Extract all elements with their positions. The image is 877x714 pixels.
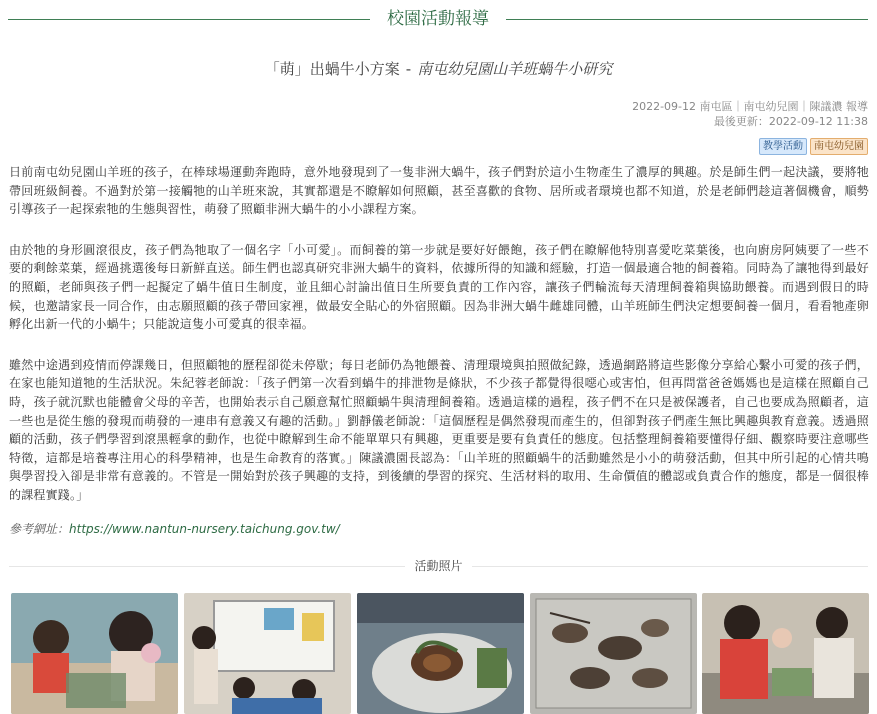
photo-snail-closeup-image — [357, 593, 524, 714]
photo-children-snail-box-image — [11, 593, 178, 714]
photo-children-snail-box[interactable] — [11, 593, 178, 714]
photos-rule-right — [472, 566, 868, 567]
article-title — [0, 58, 877, 80]
photo-gallery — [11, 593, 869, 714]
article-byline: 2022-09-12 南屯區｜南屯幼兒園｜陳議濃 報導 — [632, 100, 868, 113]
photo-children-observing-image — [702, 593, 869, 714]
article-title-main: 「萌」出蝸牛小方案 — [264, 60, 400, 78]
article-paragraph-1: 日前南屯幼兒園山羊班的孩子，在棒球場運動奔跑時，意外地發現到了一隻非洲大蝸牛，孩子們對於這小生物產生了濃厚的興趣。於是師生們一起決議，要將牠帶回班級飼養。不過對於第一接觸牠的山羊班來說，其實都還是不瞭解如何照顧，甚至喜歡的食物、居所或者環境也都不知道，於是老師們趁這著個機會，順勢引導孩子一起探索牠的生態與習性，萌發了照顧非洲大蝸牛的小小課程方案。 — [9, 165, 869, 217]
article-subtitle: 南屯幼兒園山羊班蝸牛小研究 — [417, 60, 613, 78]
reference-label: 參考網址： — [9, 522, 70, 536]
reference-link[interactable]: https://www.nantun-nursery.taichung.gov.tw/ — [69, 522, 340, 536]
photos-section-title: 活動照片 — [414, 559, 463, 573]
article-tags — [756, 134, 868, 155]
photo-snail-closeup[interactable] — [357, 593, 524, 714]
article-updated: 最後更新：2022-09-12 11:38 — [713, 115, 868, 128]
photo-children-observing[interactable] — [702, 593, 869, 714]
section-header-rule-left — [8, 19, 370, 20]
section-header-rule-right — [506, 19, 868, 20]
section-header — [0, 6, 877, 32]
article-meta — [632, 99, 868, 129]
photos-rule-left — [9, 566, 405, 567]
photo-whiteboard-lesson-image — [184, 593, 351, 714]
reference — [9, 520, 340, 537]
tag-teaching-activity[interactable]: 教學活動 — [759, 138, 807, 155]
photo-snail-habitat-tray-image — [530, 593, 697, 714]
article-paragraph-2: 由於牠的身形圓滾很皮，孩子們為牠取了一個名字「小可愛」。而飼養的第一步就是要好好餵飽，孩子們在瞭解他特別喜愛吃菜葉後，也向廚房阿姨要了一些不要的剩餘菜葉，經過挑選後每日新鮮直送。師生們也認真研究非洲大蝸牛的資料，依據所得的知識和經驗，打造一個最適合牠的飼養箱。同時為了讓牠得到最好的照顧，老師與孩子們一起擬定了蝸牛值日生制度，並且細心討論出值日生所要負責的工作內容，讓孩子們輪流每天清理飼養箱與協助餵養。而遇到假日的時候，也邀請家長一同合作，由志願照顧的孩子帶回家裡，做最安全貼心的外宿照顧。因為非洲大蝸牛雌雄同體，山羊班師生們決定想要飼養一個月，看看牠產卵孵化出新一代的小蝸牛；只能說這隻小可愛真的很幸福。 — [9, 242, 869, 332]
article-title-separator: - — [405, 60, 412, 78]
article-body — [9, 163, 869, 527]
tag-nantun-kindergarten[interactable]: 南屯幼兒園 — [810, 138, 868, 155]
article-paragraph-3: 雖然中途遇到疫情而停課幾日，但照顧牠的歷程卻從未停歇；每日老師仍為牠餵養、清理環境與拍照做紀錄，透過網路將這些影像分享給心繫小可愛的孩子們，在家也能知道牠的生活狀況。朱紀蓉老師說：「孩子們第一次看到蝸牛的排泄物是條狀，不少孩子都覺得很噁心或害怕，但再問當爸爸媽媽也是這樣在照顧自己時，孩子就沉默也能體會父母的辛苦，也開始表示自己願意幫忙照顧蝸牛與清理飼養箱。透過這樣的過程，孩子們不在只是被保護者，自己也要成為照顧者，這一些也是從生態的發現而萌發的一連串有意義又有趣的活動。」劉靜儀老師說：「這個歷程是偶然發現而產生的，但卻對孩子們產生無比興趣與教育意義。透過照顧的活動，孩子們學習到滾黑輕拿的動作，也從中瞭解到生命不能單單只有興趣，更重要是要有負責任的態度。包括整理飼養箱要懂得仔細、觀察時要注意哪些特徵，這都是培養專注用心的科學精神，也是生命教育的落實。」陳議濃園長認為：「山羊班的照顧蝸牛的活動雖然是小小的萌發活動，但其中所引起的心情共鳴與學習投入卻是非常有意義的。不管是一開始對於孩子興趣的支持，到後續的學習的探究、生活材料的取用、生命價值的體認或負責合作的態度，都是一個很棒的課程實踐。」 — [9, 357, 869, 502]
photo-snail-habitat-tray[interactable] — [530, 593, 697, 714]
photos-section-header — [0, 556, 877, 576]
section-title: 校園活動報導 — [387, 9, 489, 29]
photo-whiteboard-lesson[interactable] — [184, 593, 351, 714]
